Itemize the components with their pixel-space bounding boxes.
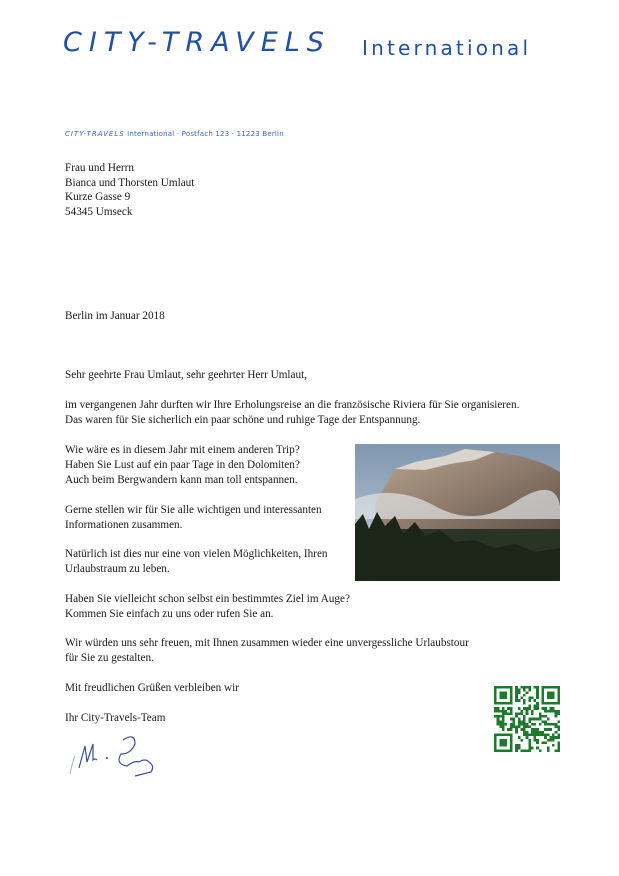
qr-module	[526, 712, 529, 715]
qr-module	[534, 704, 537, 707]
qr-module	[557, 747, 560, 750]
qr-module	[544, 720, 547, 723]
qr-module	[555, 715, 558, 718]
qr-module	[518, 718, 521, 721]
line: Auch beim Bergwandern kann man toll entspannen.	[65, 474, 298, 487]
qr-module	[520, 686, 523, 689]
qr-module	[542, 731, 545, 734]
qr-module	[534, 739, 537, 742]
qr-module	[544, 734, 547, 737]
qr-module	[544, 715, 547, 718]
qr-module	[510, 718, 513, 721]
qr-module	[531, 723, 534, 726]
qr-module	[539, 734, 542, 737]
qr-module	[534, 728, 537, 731]
qr-module	[544, 710, 547, 713]
qr-module	[552, 707, 555, 710]
qr-module	[520, 712, 523, 715]
qr-module	[531, 712, 534, 715]
qr-module	[534, 699, 537, 702]
qr-module	[531, 731, 534, 734]
qr-module	[549, 736, 552, 739]
qr-module	[528, 689, 531, 692]
sender-line	[65, 130, 284, 138]
qr-module	[518, 720, 521, 723]
qr-module	[502, 715, 505, 718]
qr-module	[547, 734, 550, 737]
qr-module	[536, 689, 539, 692]
qr-module	[547, 723, 550, 726]
qr-module	[502, 718, 505, 721]
qr-module	[547, 691, 555, 699]
qr-module	[518, 691, 521, 694]
qr-module	[544, 741, 547, 744]
qr-module	[536, 739, 539, 742]
line: Das waren für Sie sicherlich ein paar schöne und ruhige Tage der Entspannung.	[65, 414, 421, 427]
qr-module	[557, 744, 560, 747]
qr-module	[502, 723, 505, 726]
qr-module	[494, 715, 497, 718]
qr-module	[502, 712, 505, 715]
qr-module	[515, 699, 518, 702]
date-line: Berlin im Januar 2018	[65, 310, 165, 322]
qr-module	[552, 723, 555, 726]
qr-module	[557, 734, 560, 737]
qr-module	[547, 747, 550, 750]
qr-module	[523, 723, 526, 726]
qr-module	[536, 702, 539, 705]
qr-module	[502, 720, 505, 723]
team-signoff: Ihr City-Travels-Team	[65, 712, 166, 724]
qr-module	[520, 739, 523, 742]
qr-module	[539, 715, 542, 718]
qr-module	[512, 723, 515, 726]
qr-module	[539, 749, 542, 752]
qr-module	[544, 707, 547, 710]
qr-module	[528, 739, 531, 742]
qr-module	[499, 739, 507, 747]
qr-module	[536, 691, 539, 694]
qr-module	[518, 689, 521, 692]
qr-module	[497, 715, 500, 718]
qr-module	[510, 710, 513, 713]
qr-module	[552, 744, 555, 747]
qr-module	[515, 744, 518, 747]
qr-module	[523, 715, 526, 718]
qr-module	[555, 710, 558, 713]
qr-module	[547, 728, 550, 731]
qr-module	[505, 710, 508, 713]
qr-module	[539, 718, 542, 721]
qr-module	[502, 728, 505, 731]
line: für Sie zu gestalten.	[65, 652, 154, 665]
qr-module	[502, 707, 505, 710]
qr-module	[523, 726, 526, 729]
qr-module	[515, 697, 518, 700]
qr-module	[536, 734, 539, 737]
qr-code	[494, 686, 560, 752]
line: Informationen zusammen.	[65, 519, 183, 532]
qr-module	[523, 749, 526, 752]
qr-module	[523, 702, 526, 705]
logo-subtitle: International	[362, 36, 532, 60]
qr-module	[518, 744, 521, 747]
qr-module	[549, 739, 552, 742]
qr-module	[499, 720, 502, 723]
qr-module	[515, 694, 518, 697]
qr-module	[536, 704, 539, 707]
recipient-line: Bianca und Thorsten Umlaut	[65, 176, 195, 189]
qr-module	[534, 718, 537, 721]
qr-module	[523, 728, 526, 731]
qr-module	[510, 712, 513, 715]
qr-module	[557, 712, 560, 715]
qr-module	[536, 747, 539, 750]
paragraph	[65, 547, 328, 577]
qr-module	[499, 691, 507, 699]
qr-module	[526, 707, 529, 710]
qr-module	[528, 749, 531, 752]
qr-module	[534, 707, 537, 710]
qr-module	[536, 731, 539, 734]
qr-module	[520, 697, 523, 700]
qr-module	[539, 712, 542, 715]
qr-module	[542, 741, 545, 744]
line: Wir würden uns sehr freuen, mit Ihnen zusammen wieder eine unvergessliche Urlaubstour	[65, 637, 469, 649]
qr-module	[555, 723, 558, 726]
qr-module	[494, 710, 497, 713]
qr-module	[512, 726, 515, 729]
qr-module	[520, 720, 523, 723]
qr-module	[544, 723, 547, 726]
qr-module	[552, 739, 555, 742]
qr-module	[526, 691, 529, 694]
qr-module	[547, 718, 550, 721]
qr-module	[528, 734, 531, 737]
qr-module	[536, 718, 539, 721]
qr-module	[494, 707, 497, 710]
qr-module	[515, 712, 518, 715]
qr-module	[515, 686, 518, 689]
qr-module	[536, 686, 539, 689]
qr-module	[520, 749, 523, 752]
qr-module	[557, 741, 560, 744]
qr-module	[518, 699, 521, 702]
line: Haben Sie Lust auf ein paar Tage in den Dolomiten?	[65, 459, 300, 472]
line: Natürlich ist dies nur eine von vielen Möglichkeiten, Ihren	[65, 548, 328, 560]
paragraph	[65, 592, 350, 622]
dolomites-photo	[355, 444, 560, 581]
qr-module	[536, 697, 539, 700]
qr-module	[518, 707, 521, 710]
qr-module	[520, 728, 523, 731]
qr-module	[523, 734, 526, 737]
qr-module	[497, 710, 500, 713]
qr-module	[544, 736, 547, 739]
qr-module	[526, 731, 529, 734]
qr-module	[528, 726, 531, 729]
qr-module	[518, 736, 521, 739]
qr-module	[552, 734, 555, 737]
qr-module	[528, 718, 531, 721]
qr-module	[555, 731, 558, 734]
qr-module	[539, 723, 542, 726]
qr-module	[523, 699, 526, 702]
qr-module	[552, 736, 555, 739]
qr-module	[528, 720, 531, 723]
qr-module	[526, 723, 529, 726]
qr-module	[528, 686, 531, 689]
recipient-line: Frau und Herrn	[65, 162, 134, 174]
paragraph	[65, 503, 322, 533]
line: Haben Sie vielleicht schon selbst ein bestimmtes Ziel im Auge?	[65, 593, 350, 605]
qr-module	[552, 710, 555, 713]
line: Wie wäre es in diesem Jahr mit einem anderen Trip?	[65, 444, 300, 456]
qr-module	[549, 710, 552, 713]
signature	[65, 730, 165, 778]
qr-module	[557, 728, 560, 731]
qr-module	[499, 710, 502, 713]
qr-module	[557, 720, 560, 723]
qr-module	[515, 728, 518, 731]
qr-module	[557, 726, 560, 729]
qr-module	[547, 749, 550, 752]
qr-module	[497, 718, 500, 721]
qr-module	[512, 720, 515, 723]
qr-module	[542, 707, 545, 710]
qr-module	[515, 691, 518, 694]
qr-module	[507, 712, 510, 715]
qr-module	[531, 718, 534, 721]
qr-module	[515, 726, 518, 729]
qr-module	[528, 704, 531, 707]
qr-module	[526, 686, 529, 689]
qr-module	[507, 707, 510, 710]
qr-module	[534, 723, 537, 726]
qr-module	[520, 723, 523, 726]
qr-module	[536, 694, 539, 697]
qr-module	[523, 707, 526, 710]
qr-module	[534, 736, 537, 739]
qr-module	[518, 726, 521, 729]
salutation: Sehr geehrte Frau Umlaut, sehr geehrter Herr Umlaut,	[65, 369, 307, 381]
qr-module	[518, 723, 521, 726]
qr-module	[531, 747, 534, 750]
qr-module	[557, 749, 560, 752]
qr-module	[528, 697, 531, 700]
qr-module	[518, 747, 521, 750]
qr-module	[526, 736, 529, 739]
qr-module	[526, 710, 529, 713]
qr-module	[497, 720, 500, 723]
qr-module	[549, 707, 552, 710]
qr-module	[502, 710, 505, 713]
qr-module	[528, 747, 531, 750]
qr-module	[547, 710, 550, 713]
qr-module	[523, 689, 526, 692]
qr-module	[557, 710, 560, 713]
qr-module	[515, 715, 518, 718]
qr-module	[544, 728, 547, 731]
qr-module	[542, 720, 545, 723]
qr-module	[555, 749, 558, 752]
qr-module	[528, 741, 531, 744]
recipient-line: 54345 Umseck	[65, 205, 133, 218]
line: im vergangenen Jahr durften wir Ihre Erholungsreise an die französische Riviera für Sie organisieren.	[65, 399, 520, 411]
qr-module	[539, 731, 542, 734]
qr-module	[499, 723, 502, 726]
sender-brand: CITY-TRAVELS	[65, 130, 125, 138]
paragraph	[65, 443, 300, 489]
qr-module	[526, 749, 529, 752]
qr-module	[520, 710, 523, 713]
recipient-line: Kurze Gasse 9	[65, 191, 131, 203]
qr-module	[510, 707, 513, 710]
qr-module	[499, 715, 502, 718]
qr-module	[497, 707, 500, 710]
qr-module	[528, 707, 531, 710]
qr-module	[547, 739, 550, 742]
qr-module	[502, 726, 505, 729]
qr-module	[536, 741, 539, 744]
qr-module	[523, 686, 526, 689]
qr-module	[523, 694, 526, 697]
qr-module	[536, 728, 539, 731]
qr-module	[499, 726, 502, 729]
qr-module	[523, 731, 526, 734]
qr-module	[528, 699, 531, 702]
qr-module	[531, 734, 534, 737]
closing: Mit freudlichen Grüßen verbleiben wir	[65, 682, 239, 694]
qr-module	[542, 715, 545, 718]
qr-module	[523, 718, 526, 721]
qr-module	[526, 726, 529, 729]
qr-module	[531, 728, 534, 731]
qr-module	[531, 710, 534, 713]
qr-module	[515, 747, 518, 750]
qr-module	[557, 736, 560, 739]
qr-module	[497, 723, 500, 726]
logo-brand: CITY-TRAVELS	[63, 27, 331, 58]
qr-module	[512, 718, 515, 721]
qr-module	[542, 734, 545, 737]
qr-module	[536, 707, 539, 710]
qr-module	[510, 723, 513, 726]
sender-address: International · Postfach 123 · 11223 Berlin	[124, 130, 284, 138]
qr-module	[534, 734, 537, 737]
qr-module	[507, 728, 510, 731]
qr-module	[531, 697, 534, 700]
paragraph	[65, 636, 469, 666]
qr-module	[555, 736, 558, 739]
qr-module	[555, 712, 558, 715]
qr-module	[528, 744, 531, 747]
qr-module	[549, 723, 552, 726]
qr-module	[515, 731, 518, 734]
qr-module	[534, 686, 537, 689]
qr-module	[534, 731, 537, 734]
qr-module	[510, 726, 513, 729]
qr-module	[510, 728, 513, 731]
qr-module	[518, 712, 521, 715]
qr-module	[549, 728, 552, 731]
qr-module	[515, 749, 518, 752]
paragraph	[65, 398, 519, 428]
qr-module	[505, 723, 508, 726]
line: Gerne stellen wir für Sie alle wichtigen und interessanten	[65, 504, 322, 516]
line: Kommen Sie einfach zu uns oder rufen Sie an.	[65, 608, 274, 621]
qr-module	[505, 712, 508, 715]
qr-module	[523, 720, 526, 723]
qr-module	[555, 726, 558, 729]
recipient-address	[65, 161, 194, 219]
qr-module	[526, 734, 529, 737]
qr-module	[515, 689, 518, 692]
line: Urlaubstraum zu leben.	[65, 563, 170, 576]
